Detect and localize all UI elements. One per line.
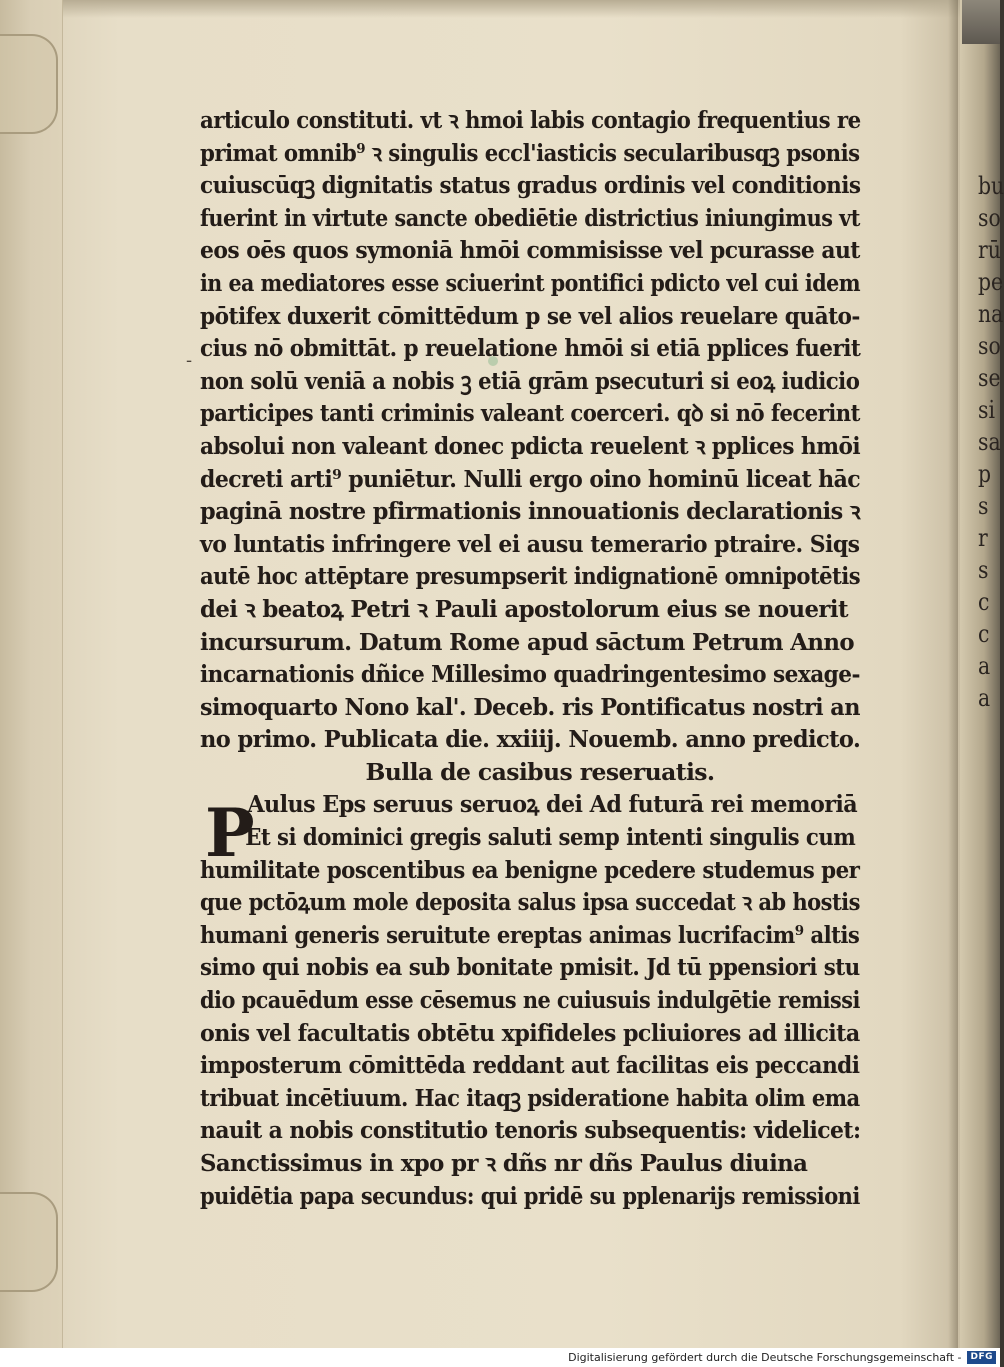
- text-line: cuiuscūqꝫ dignitatis status gradus ordinis vel conditionis: [200, 171, 861, 200]
- text-line: cius nō obmittāt. p reuelatione hmōi si etiā pplices fuerit: [200, 334, 861, 363]
- text-line: non solū veniā a nobis ꝫ etiā grām psecuturi si eoꝝ iudicio: [200, 366, 860, 395]
- text-line: simoquarto Nono kal'. Deceb. ris Pontificatus nostri an: [200, 692, 860, 721]
- neighbor-page-edge: [960, 0, 1004, 1348]
- neighbor-text-fragment: rū: [978, 236, 1001, 264]
- text-line: que pctōꝝum mole deposita salus ipsa succedat ꝛ ab hostis: [200, 888, 860, 917]
- text-line: Et si dominici gregis saluti semp intenti singulis cum: [245, 823, 856, 852]
- text-line: vo luntatis infringere vel ei ausu temerario ptraire. Siqs: [200, 529, 860, 558]
- text-line: fuerint in virtute sancte obediētie districtius iniungimus vt: [200, 203, 860, 232]
- text-line: humilitate poscentibus ea benigne pcedere studemus per: [200, 855, 860, 884]
- text-line: no primo. Publicata die. xxiiij. Nouemb. anno predicto.: [200, 725, 861, 754]
- text-line: dio pcauēdum esse cēsemus ne cuiusuis indulgētie remissi: [200, 986, 860, 1015]
- text-line: incursurum. Datum Rome apud sāctum Petrum Anno: [200, 627, 855, 656]
- neighbor-text-fragment: se: [978, 364, 1001, 392]
- text-line: humani generis seruitute ereptas animas lucrifacim⁹ altis: [200, 920, 860, 949]
- text-line: dei ꝛ beatoꝝ Petri ꝛ Pauli apostolorum eius se nouerit: [200, 594, 848, 623]
- footer-bar: [0, 1348, 1000, 1367]
- text-line: pōtifex duxerit cōmittēdum p se vel alios reuelare quāto-: [200, 301, 860, 330]
- neighbor-text-fragment: c: [978, 620, 990, 648]
- text-line: paginā nostre pfirmationis innouationis declarationis ꝛ: [200, 497, 860, 526]
- neighbor-text-fragment: a: [978, 684, 991, 712]
- text-line: simo qui nobis ea sub bonitate pmisit. Jd tū ppensiori stu: [200, 953, 860, 982]
- text-line: autē hoc attēptare presumpserit indignationē omnipotētis: [200, 562, 861, 591]
- neighbor-text-fragment: r: [978, 524, 988, 552]
- text-line: decreti arti⁹ puniētur. Nulli ergo oino hominū liceat hāc: [200, 464, 861, 493]
- dropcap-letter: P: [205, 794, 255, 872]
- text-line: eos oēs quos symoniā hmōi commisisse vel pcurasse aut: [200, 236, 860, 265]
- corner-shadow: [962, 0, 1000, 44]
- neighbor-text-fragment: c: [978, 588, 990, 616]
- footer-credit: Digitalisierung gefördert durch die Deutsche Forschungsgemeinschaft -: [568, 1351, 962, 1364]
- text-line: absolui non valeant donec pdicta reuelent ꝛ pplices hmōi: [200, 431, 861, 460]
- neighbor-text-fragment: pe: [978, 268, 1004, 296]
- top-shadow: [0, 0, 1000, 18]
- dfg-logo: DFG: [967, 1351, 996, 1364]
- main-text-block: [200, 104, 880, 1212]
- text-line: participes tanti criminis valeant coerceri. qꝺ si nō fecerint: [200, 399, 860, 428]
- text-line: Sanctissimus in xpo pr ꝛ dñs nr dñs Paulus diuina: [200, 1149, 808, 1177]
- text-line: nauit a nobis constitutio tenoris subsequentis: videlicet:: [200, 1116, 861, 1145]
- text-line: incarnationis dñice Millesimo quadringentesimo sexage-: [200, 660, 860, 689]
- neighbor-text-fragment: bu: [978, 172, 1004, 200]
- text-line: Aulus Eps seruus seruoꝝ dei Ad futurā rei memoriā: [247, 790, 858, 819]
- neighbor-text-fragment: so: [978, 204, 1001, 232]
- margin-mark: -: [186, 350, 193, 371]
- binding-clasp-bottom: [0, 1192, 58, 1292]
- neighbor-text-fragment: na: [978, 300, 1004, 328]
- neighbor-text-fragment: s: [978, 492, 989, 520]
- binding-clasp-top: [0, 34, 58, 134]
- section-heading: Bulla de casibus reseruatis.: [365, 757, 715, 786]
- text-line: onis vel facultatis obtētu xpifideles pcliuiores ad illicita: [200, 1018, 860, 1047]
- text-line: articulo constituti. vt ꝛ hmoi labis contagio frequentius re: [200, 106, 861, 134]
- text-line: in ea mediatores esse sciuerint pontifici pdicto vel cui idem: [200, 268, 861, 297]
- text-line: imposterum cōmittēda reddant aut facilitas eis peccandi: [200, 1051, 860, 1080]
- binding-edge: [0, 0, 63, 1348]
- neighbor-text-fragment: p: [978, 460, 992, 488]
- text-line: primat omnib⁹ ꝛ singulis eccl'iasticis secularibusqꝫ psonis: [200, 138, 860, 167]
- neighbor-text-fragment: si: [978, 396, 995, 424]
- neighbor-text-fragment: a: [978, 652, 991, 680]
- neighbor-text-fragment: so: [978, 332, 1001, 360]
- text-line: tribuat incētiuum. Hac itaqꝫ psideratione habita olim ema: [200, 1083, 860, 1112]
- page-fold-shadow: [948, 0, 958, 1348]
- text-line: puidētia papa secundus: qui pridē su pplenarijs remissioni: [200, 1181, 860, 1210]
- neighbor-text-fragment: sa: [978, 428, 1001, 456]
- neighbor-text-fragment: s: [978, 556, 989, 584]
